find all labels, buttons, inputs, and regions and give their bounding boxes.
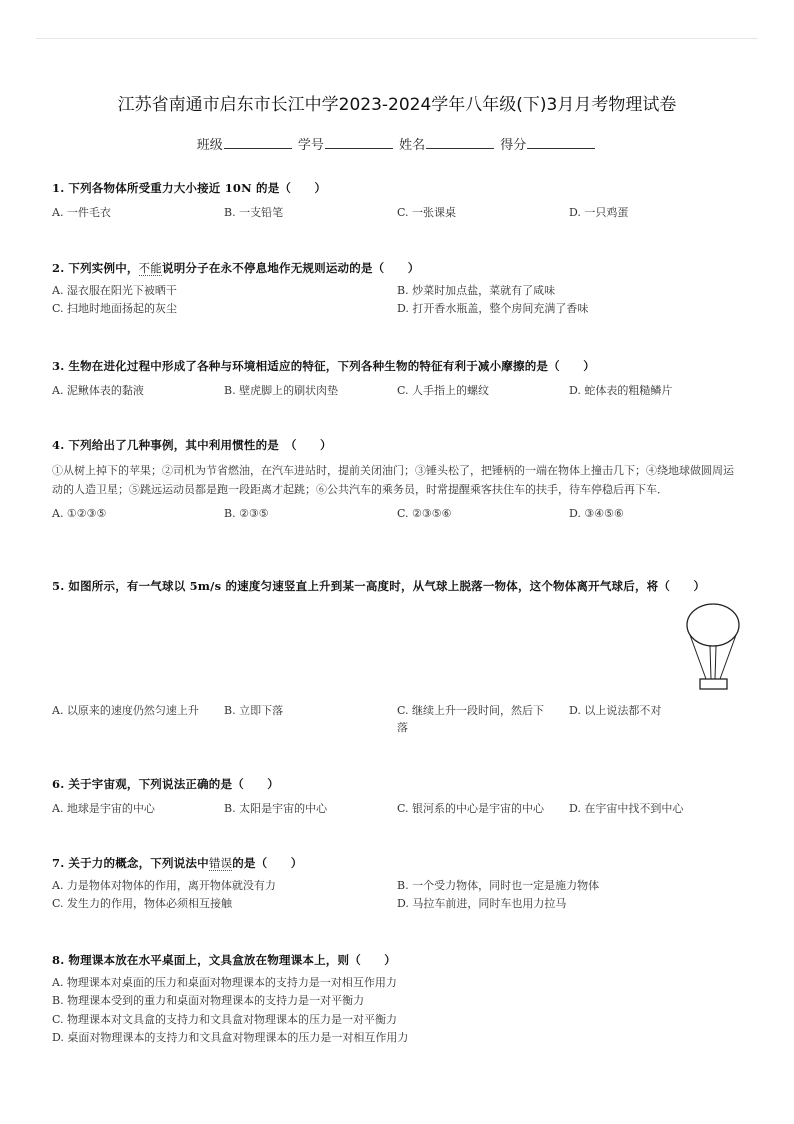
field-label-name: 姓名: [399, 138, 426, 153]
question-number: 2.: [52, 261, 65, 275]
question-text: 生物在进化过程中形成了各种与环境相适应的特征，下列各种生物的特征有利于减小摩擦的是（ ）: [68, 359, 595, 373]
question-stem: [52, 578, 742, 594]
balloon-envelope-icon: [687, 604, 739, 646]
field-label-score: 得分: [500, 138, 527, 153]
options: [52, 505, 742, 525]
option-d[interactable]: D. 马拉车前进，同时车也用力拉马: [397, 897, 567, 910]
question-stem: [52, 437, 742, 453]
balloon-figure: [683, 603, 743, 695]
options: [52, 204, 742, 224]
option-b[interactable]: B. 壁虎脚上的刷状肉垫: [224, 384, 339, 397]
option-c[interactable]: C. 物理课本对文具盒的支持力和文具盒对物理课本的压力是一对平衡力: [52, 1013, 398, 1026]
option-b[interactable]: B. 物理课本受到的重力和桌面对物理课本的支持力是一对平衡力: [52, 994, 365, 1007]
option-b[interactable]: B. 一支铅笔: [224, 206, 284, 219]
option-d[interactable]: D. 一只鸡蛋: [569, 206, 629, 219]
class-blank[interactable]: [224, 136, 292, 149]
option-c[interactable]: C. 扫地时地面扬起的灰尘: [52, 302, 178, 315]
question-6: [52, 776, 742, 820]
student-id-blank[interactable]: [325, 136, 393, 149]
question-text: 的是（ ）: [232, 856, 303, 870]
question-7: [52, 855, 742, 915]
options: [52, 382, 742, 402]
option-b[interactable]: B. 立即下落: [224, 704, 284, 717]
option-c[interactable]: C. ②③⑤⑥: [397, 507, 452, 520]
option-a[interactable]: A. 物理课本对桌面的压力和桌面对物理课本的支持力是一对相互作用力: [52, 976, 397, 989]
option-b[interactable]: B. 一个受力物体，同时也一定是施力物体: [397, 879, 600, 892]
option-a[interactable]: A. ①②③⑤: [52, 507, 107, 520]
balloon-rope-icon: [710, 646, 711, 679]
question-text: 关于宇宙观，下列说法正确的是（ ）: [68, 777, 280, 791]
option-a[interactable]: A. 一件毛衣: [52, 206, 111, 219]
option-a[interactable]: A. 地球是宇宙的中心: [52, 802, 155, 815]
question-number: 3.: [52, 359, 65, 373]
question-stem: [52, 180, 742, 196]
options: [52, 877, 742, 915]
option-a[interactable]: A. 泥鳅体表的黏液: [52, 384, 144, 397]
question-text: 下列实例中，: [68, 261, 139, 275]
question-text: 如图所示，有一气球以 5m/s 的速度匀速竖直上升到某一高度时，从气球上脱落一物体，这个物体离开气球后，将（ ）: [68, 579, 706, 593]
option-d[interactable]: D. ③④⑤⑥: [569, 507, 624, 520]
field-label-class: 班级: [196, 138, 223, 153]
option-d[interactable]: D. 打开香水瓶盖，整个房间充满了香味: [397, 302, 589, 315]
emphasis-text: 错误: [208, 856, 233, 870]
option-a[interactable]: A. 力是物体对物体的作用，离开物体就没有力: [52, 879, 276, 892]
options: [52, 282, 742, 320]
option-d[interactable]: D. 桌面对物理课本的支持力和文具盒对物理课本的压力是一对相互作用力: [52, 1031, 409, 1044]
balloon-basket-icon: [700, 679, 727, 689]
question-text: 说明分子在永不停息地作无规则运动的是（ ）: [162, 261, 420, 275]
question-5: [52, 578, 742, 734]
option-b[interactable]: B. ②③⑤: [224, 507, 269, 520]
option-c[interactable]: C. 人手指上的螺纹: [397, 384, 490, 397]
question-stem: [52, 855, 742, 871]
question-stem: [52, 776, 742, 792]
options: [52, 702, 742, 738]
question-number: 8.: [52, 953, 65, 967]
score-blank[interactable]: [527, 136, 595, 149]
question-number: 1.: [52, 181, 65, 195]
name-blank[interactable]: [426, 136, 494, 149]
header-divider: [36, 38, 758, 39]
option-d[interactable]: D. 蛇体表的粗糙鳞片: [569, 384, 673, 397]
question-stem: [52, 358, 742, 374]
student-info-line: [0, 134, 794, 153]
option-c[interactable]: C. 一张课桌: [397, 206, 457, 219]
field-label-student-id: 学号: [297, 138, 324, 153]
option-a[interactable]: A. 湿衣服在阳光下被晒干: [52, 284, 177, 297]
question-number: 7.: [52, 856, 65, 870]
question-2: [52, 260, 742, 320]
option-c[interactable]: C. 发生力的作用，物体必须相互接触: [52, 897, 233, 910]
question-text: 下列给出了几种事例，其中利用惯性的是 （ ）: [68, 438, 332, 452]
question-4: [52, 437, 742, 525]
question-1: [52, 180, 742, 224]
question-text: 下列各物体所受重力大小接近 10N 的是（ ）: [68, 181, 327, 195]
option-b[interactable]: B. 太阳是宇宙的中心: [224, 802, 328, 815]
question-number: 5.: [52, 579, 65, 593]
exam-title: 江苏省南通市启东市长江中学2023-2024学年八年级(下)3月月考物理试卷: [117, 95, 677, 115]
option-c[interactable]: C. 继续上升一段时间，然后下落: [397, 704, 545, 734]
option-b[interactable]: B. 炒菜时加点盐，菜就有了咸味: [397, 284, 556, 297]
question-text: 关于力的概念，下列说法中: [68, 856, 209, 870]
question-number: 6.: [52, 777, 65, 791]
options: [52, 974, 742, 1050]
option-a[interactable]: A. 以原来的速度仍然匀速上升: [52, 704, 199, 717]
question-8: [52, 952, 742, 1050]
balloon-rope-icon: [715, 646, 716, 679]
option-d[interactable]: D. 以上说法都不对: [569, 704, 662, 717]
option-d[interactable]: D. 在宇宙中找不到中心: [569, 802, 684, 815]
options: [52, 800, 742, 820]
question-number: 4.: [52, 438, 65, 452]
question-3: [52, 358, 742, 402]
question-text: 物理课本放在水平桌面上，文具盒放在物理课本上，则（ ）: [68, 953, 397, 967]
question-stem: [52, 260, 742, 276]
question-passage: ①从树上掉下的苹果；②司机为节省燃油，在汽车进站时，提前关闭油门；③锤头松了，把锤柄的一端在物体上撞击几下；④绕地球做圆周运动的人造卫星；⑤跳远运动员都是跑一段距离才起跳；⑥公共汽车的乘务员，时常提醒乘客扶住车的扶手，待车停稳后再下车．: [52, 464, 734, 496]
option-c[interactable]: C. 银河系的中心是宇宙的中心: [397, 802, 545, 815]
question-stem: [52, 952, 742, 968]
emphasis-text: 不能: [138, 261, 163, 275]
